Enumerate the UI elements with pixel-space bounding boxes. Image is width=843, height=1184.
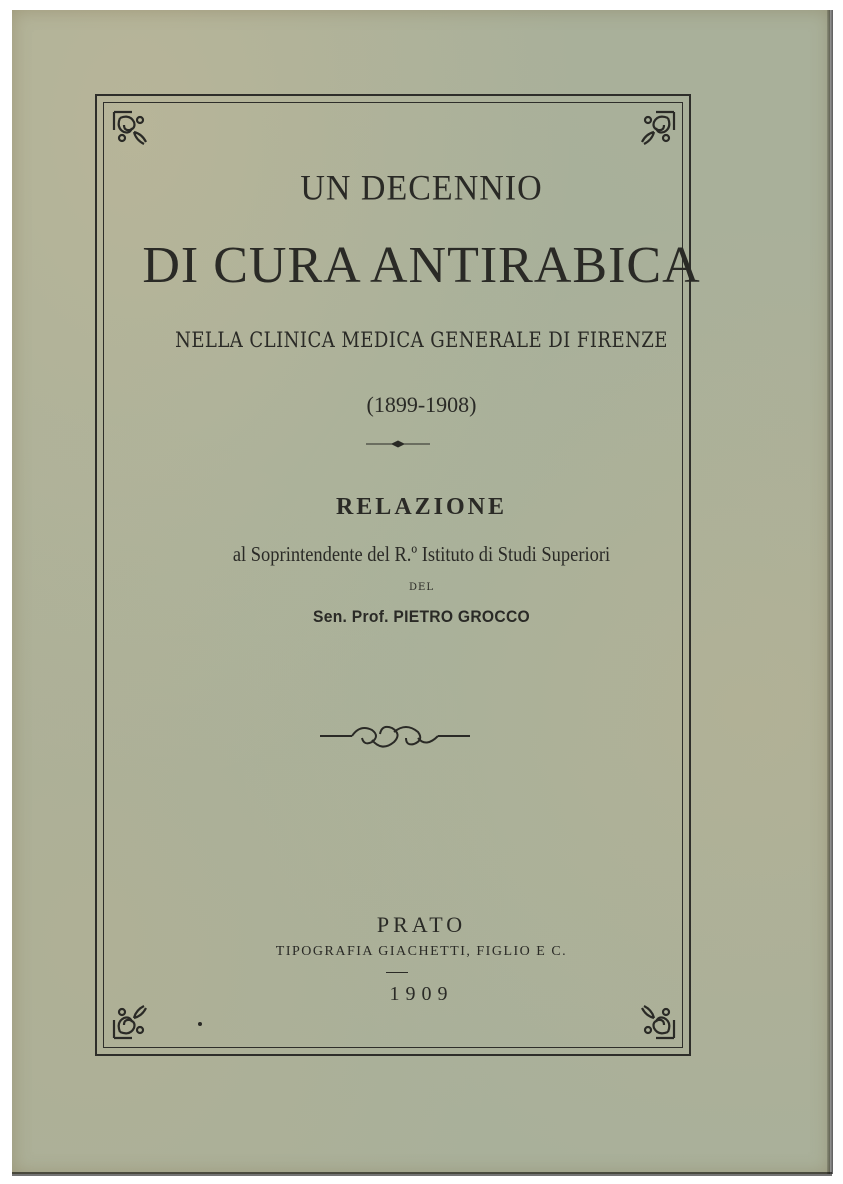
by-word: DEL: [409, 582, 434, 593]
cover-bottom-shadow: [12, 1172, 832, 1176]
scroll-flourish-ornament: [318, 718, 472, 754]
report-heading: RELAZIONE: [335, 494, 508, 520]
author-line: Sen. Prof. PIETRO GROCCO: [313, 607, 530, 626]
title-line-2: DI CURA ANTIRABICA: [142, 237, 701, 294]
title-line-1: UN DECENNIO: [300, 169, 543, 208]
publication-year: 1909: [389, 983, 454, 1005]
years-range: (1899-1908): [366, 392, 477, 417]
paper-speck: [198, 1022, 202, 1026]
publication-city: PRATO: [376, 912, 467, 937]
short-divider: [386, 972, 408, 973]
ornamental-corner-icon: [634, 108, 678, 152]
printer-name: TIPOGRAFIA GIACHETTI, FIGLIO E C.: [275, 944, 568, 959]
addressee-line: al Soprintendente del R.º Istituto di Studi Superiori: [232, 542, 611, 566]
subtitle: NELLA CLINICA MEDICA GENERALE DI FIRENZE: [175, 328, 668, 352]
ornamental-corner-icon: [110, 108, 154, 152]
small-rule-ornament: [366, 440, 430, 448]
